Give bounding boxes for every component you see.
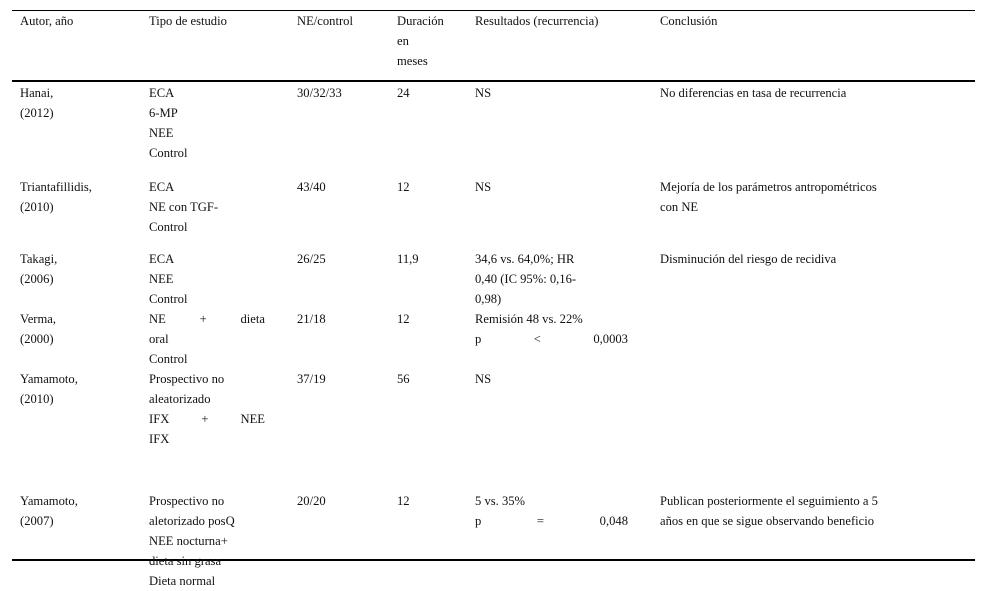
cell-autor — [0, 177, 149, 237]
tipo-line1: ECA — [149, 180, 175, 194]
tipo-line2: NEE — [149, 272, 174, 286]
cell-ne-control — [297, 369, 397, 449]
tipo-line1: Prospectivo no — [149, 372, 225, 386]
autor-line1: Yamamoto, — [20, 372, 78, 386]
cell-ne-control — [297, 249, 397, 309]
tipo-line1 — [149, 309, 287, 329]
tipo-line3: NEE nocturna+ — [149, 534, 228, 548]
tipo-line3-part1: IFX — [149, 412, 170, 426]
tipo-line3: Control — [149, 352, 188, 366]
ne-control-value: 43/40 — [297, 180, 326, 194]
table-header — [0, 0, 992, 71]
autor-line1: Verma, — [20, 312, 57, 326]
tipo-line1-part3: dieta — [240, 312, 265, 326]
conclusion-line2: con NE — [660, 200, 699, 214]
header-label-resultados: Resultados (recurrencia) — [475, 14, 599, 28]
cell-tipo-estudio — [149, 491, 297, 591]
ne-control-value: 37/19 — [297, 372, 326, 386]
tipo-line1-part1: NE — [149, 312, 166, 326]
resultados-line1: NS — [475, 180, 492, 194]
resultados-line2-part1: p — [475, 332, 482, 346]
cell-resultados — [475, 491, 660, 591]
cell-duracion — [397, 83, 475, 163]
header-cell-resultados — [475, 0, 660, 71]
header-row — [0, 0, 992, 71]
cell-resultados — [475, 369, 660, 449]
cell-ne-control — [297, 83, 397, 163]
conclusion-line1: Disminución del riesgo de recidiva — [660, 252, 837, 266]
duracion-value: 11,9 — [397, 252, 419, 266]
header-label-ne-control: NE/control — [297, 14, 353, 28]
header-cell-ne-control — [297, 0, 397, 71]
spacer-cell — [0, 71, 149, 83]
conclusion-line1: Publican posteriormente el seguimiento a 5 — [660, 494, 878, 508]
autor-line1: Takagi, — [20, 252, 58, 266]
autor-line2: (2007) — [20, 514, 54, 528]
resultados-line2 — [475, 511, 650, 531]
cell-tipo-estudio — [149, 177, 297, 237]
table-row — [0, 369, 992, 449]
tipo-line5: Dieta normal — [149, 574, 216, 588]
tipo-line3: NEE — [149, 126, 174, 140]
tipo-line3 — [149, 409, 287, 429]
ne-control-value: 20/20 — [297, 494, 326, 508]
ne-control-value: 26/25 — [297, 252, 326, 266]
resultados-line2 — [475, 329, 650, 349]
cell-duracion — [397, 309, 475, 369]
cell-ne-control — [297, 177, 397, 237]
tipo-line2: NE con TGF- — [149, 200, 219, 214]
header-label-duracion-line2: en — [397, 34, 409, 48]
tipo-line2: oral — [149, 332, 169, 346]
cell-ne-control — [297, 491, 397, 591]
autor-line2: (2000) — [20, 332, 54, 346]
duracion-value: 12 — [397, 494, 410, 508]
table-row — [0, 83, 992, 163]
resultados-line2-part3: 0,0003 — [593, 332, 628, 346]
row-gap — [0, 449, 992, 491]
cell-tipo-estudio — [149, 369, 297, 449]
header-label-duracion-line3: meses — [397, 54, 428, 68]
resultados-line3: 0,98) — [475, 292, 502, 306]
row-gap — [0, 237, 992, 249]
cell-ne-control — [297, 309, 397, 369]
duracion-value: 24 — [397, 86, 410, 100]
cell-resultados — [475, 309, 660, 369]
duracion-value: 12 — [397, 180, 410, 194]
tipo-line4: IFX — [149, 432, 170, 446]
row-gap — [0, 163, 992, 177]
tipo-line3-part2: + — [201, 412, 209, 426]
tipo-line1: ECA — [149, 86, 175, 100]
table-row — [0, 177, 992, 237]
ne-control-value: 30/32/33 — [297, 86, 342, 100]
header-label-autor: Autor, año — [20, 14, 74, 28]
duracion-value: 12 — [397, 312, 410, 326]
resultados-line1: Remisión 48 vs. 22% — [475, 312, 583, 326]
table-row — [0, 491, 992, 591]
cell-conclusion — [660, 309, 992, 369]
tipo-line2: 6-MP — [149, 106, 178, 120]
resultados-line2-part2: = — [536, 514, 545, 528]
cell-duracion — [397, 249, 475, 309]
conclusion-line1: No diferencias en tasa de recurrencia — [660, 86, 847, 100]
cell-autor — [0, 491, 149, 591]
cell-resultados — [475, 249, 660, 309]
cell-tipo-estudio — [149, 249, 297, 309]
header-cell-tipo — [149, 0, 297, 71]
cell-autor — [0, 249, 149, 309]
cell-autor — [0, 369, 149, 449]
header-cell-duracion — [397, 0, 475, 71]
autor-line2: (2010) — [20, 200, 54, 214]
autor-line2: (2012) — [20, 106, 54, 120]
cell-conclusion — [660, 177, 992, 237]
resultados-line2-part2: < — [533, 332, 541, 346]
duracion-value: 56 — [397, 372, 410, 386]
autor-line1: Yamamoto, — [20, 494, 78, 508]
cell-resultados — [475, 177, 660, 237]
cell-duracion — [397, 491, 475, 591]
tipo-line3-part3: NEE — [240, 412, 265, 426]
table-row — [0, 249, 992, 309]
autor-line1: Triantafillidis, — [20, 180, 92, 194]
table-body — [0, 71, 992, 591]
cell-conclusion — [660, 369, 992, 449]
resultados-line2: 0,40 (IC 95%: 0,16- — [475, 272, 577, 286]
conclusion-line2: años en que se sigue observando beneficio — [660, 514, 875, 528]
resultados-line2-part1: p — [475, 514, 482, 528]
table-row — [0, 309, 992, 369]
ne-control-value: 21/18 — [297, 312, 326, 326]
cell-tipo-estudio — [149, 83, 297, 163]
tipo-line4: dieta sin grasa — [149, 554, 222, 568]
cell-autor — [0, 83, 149, 163]
autor-line2: (2006) — [20, 272, 54, 286]
conclusion-line1: Mejoría de los parámetros antropométricos — [660, 180, 877, 194]
header-rule-spacer — [0, 71, 992, 83]
cell-duracion — [397, 369, 475, 449]
tipo-line4: Control — [149, 146, 188, 160]
autor-line2: (2010) — [20, 392, 54, 406]
cell-resultados — [475, 83, 660, 163]
header-label-duracion-line1: Duración — [397, 14, 444, 28]
cell-duracion — [397, 177, 475, 237]
cell-conclusion — [660, 83, 992, 163]
resultados-line1: 34,6 vs. 64,0%; HR — [475, 252, 575, 266]
resultados-line1: 5 vs. 35% — [475, 494, 526, 508]
cell-autor — [0, 309, 149, 369]
cell-tipo-estudio — [149, 309, 297, 369]
tipo-line1: ECA — [149, 252, 175, 266]
resultados-line1: NS — [475, 86, 492, 100]
tipo-line3: Control — [149, 292, 188, 306]
header-cell-autor — [0, 0, 149, 71]
header-label-tipo: Tipo de estudio — [149, 14, 227, 28]
tipo-line2: aletorizado posQ — [149, 514, 235, 528]
tipo-line1-part2: + — [199, 312, 207, 326]
resultados-line2-part3: 0,048 — [599, 514, 628, 528]
resultados-line1: NS — [475, 372, 492, 386]
header-cell-conclusion — [660, 0, 992, 71]
cell-conclusion — [660, 491, 992, 591]
cell-conclusion — [660, 249, 992, 309]
autor-line1: Hanai, — [20, 86, 54, 100]
header-label-conclusion: Conclusión — [660, 14, 718, 28]
tipo-line1: Prospectivo no — [149, 494, 225, 508]
tipo-line2: aleatorizado — [149, 392, 211, 406]
tipo-line3: Control — [149, 220, 188, 234]
